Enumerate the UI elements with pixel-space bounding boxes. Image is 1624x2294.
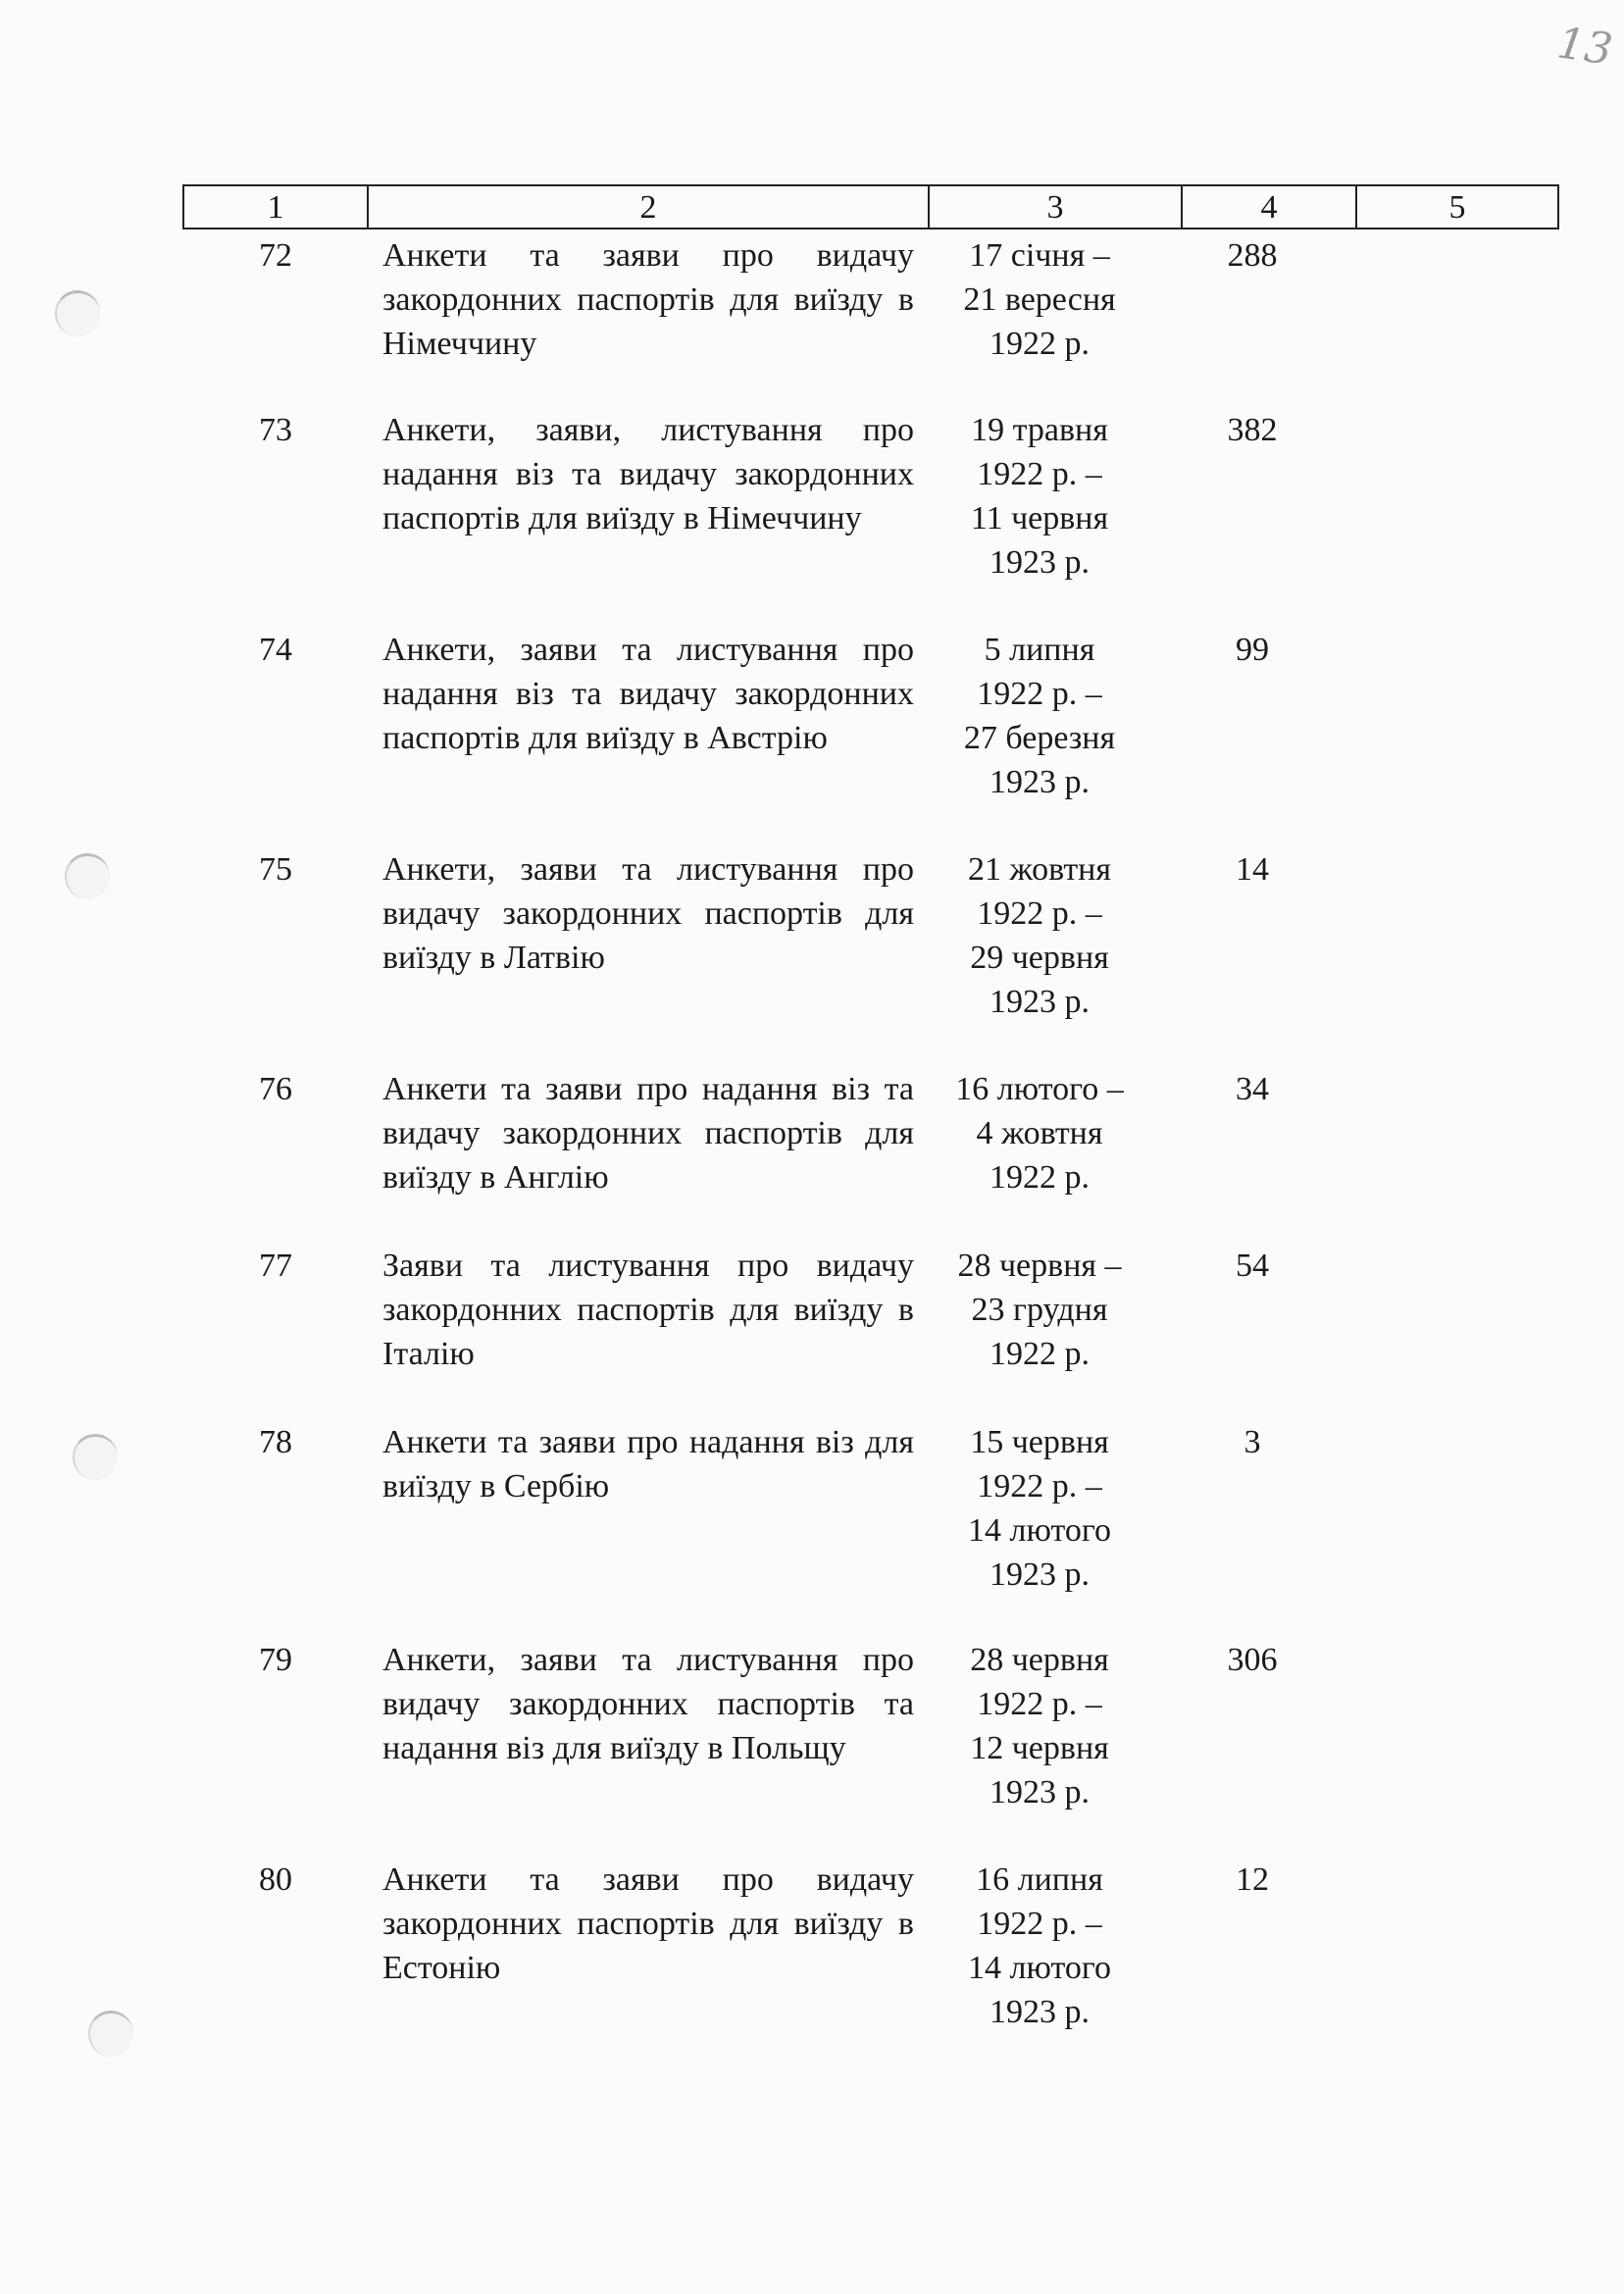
row-dates: 17 січня – 21 вересня 1922 р. <box>963 237 1116 362</box>
row-count: 99 <box>1236 632 1269 668</box>
table-row <box>182 1244 1559 1420</box>
row-count: 306 <box>1227 1642 1278 1678</box>
row-count: 3 <box>1243 1424 1261 1460</box>
row-title: Анкети та заяви про надання віз та видачу закордонних паспортів для виїзду в Англію <box>382 1071 914 1196</box>
page-number: 13 <box>1553 18 1616 76</box>
row-number: 75 <box>259 851 292 888</box>
table-row <box>182 233 1559 408</box>
punch-hole <box>55 290 100 336</box>
row-count: 14 <box>1236 851 1269 888</box>
table-row <box>182 1067 1559 1244</box>
table-row <box>182 1858 1559 2054</box>
punch-hole <box>65 853 110 899</box>
row-dates: 19 травня 1922 р. – 11 червня 1923 р. <box>970 412 1109 581</box>
header-col-2: 2 <box>369 186 930 228</box>
row-number: 72 <box>259 237 292 274</box>
row-dates: 21 жовтня 1922 р. – 29 червня 1923 р. <box>967 851 1112 1020</box>
row-number: 76 <box>259 1071 292 1107</box>
row-count: 288 <box>1227 237 1278 274</box>
row-count: 12 <box>1236 1861 1269 1898</box>
row-count: 382 <box>1227 412 1278 448</box>
row-dates: 15 червня 1922 р. – 14 лютого 1923 р. <box>968 1424 1111 1593</box>
header-col-5: 5 <box>1448 189 1466 226</box>
row-title: Анкети, заяви та листування про видачу закордонних паспортів для виїзду в Латвію <box>382 851 914 976</box>
table-row <box>182 1420 1559 1638</box>
row-title: Анкети та заяви про видачу закордонних паспортів для виїзду в Німеччину <box>382 237 914 362</box>
table-header <box>182 184 1559 229</box>
row-number: 78 <box>259 1424 292 1460</box>
row-number: 74 <box>259 632 292 668</box>
header-col-1: 1 <box>184 186 369 228</box>
row-dates: 5 липня 1922 р. – 27 березня 1923 р. <box>963 632 1116 800</box>
row-count: 34 <box>1236 1071 1269 1107</box>
row-number: 80 <box>259 1861 292 1898</box>
table-row <box>182 847 1559 1067</box>
punch-hole <box>73 1434 118 1480</box>
row-title: Анкети, заяви та листування про надання віз та видачу закордонних паспортів для виїзду в Австрію <box>382 632 914 756</box>
row-title: Анкети та заяви про надання віз для виїзду в Сербію <box>382 1424 914 1504</box>
row-number: 79 <box>259 1642 292 1678</box>
row-title: Заяви та листування про видачу закордонних паспортів для виїзду в Італію <box>382 1248 914 1372</box>
row-dates: 28 червня – 23 грудня 1922 р. <box>957 1248 1122 1372</box>
row-dates: 28 червня 1922 р. – 12 червня 1923 р. <box>970 1642 1109 1810</box>
row-dates: 16 липня 1922 р. – 14 лютого 1923 р. <box>968 1861 1111 2030</box>
row-count: 54 <box>1236 1248 1269 1284</box>
table-row <box>182 408 1559 628</box>
table-body <box>182 233 1559 2054</box>
table-row <box>182 628 1559 847</box>
punch-hole <box>88 2011 133 2057</box>
row-dates: 16 лютого – 4 жовтня 1922 р. <box>955 1071 1124 1196</box>
header-col-4: 4 <box>1183 186 1357 228</box>
row-title: Анкети, заяви та листування про видачу закордонних паспортів та надання віз для виїзду в Польщу <box>382 1642 914 1766</box>
header-col-3: 3 <box>930 186 1183 228</box>
row-title: Анкети та заяви про видачу закордонних паспортів для виїзду в Естонію <box>382 1861 914 1986</box>
row-number: 73 <box>259 412 292 448</box>
row-title: Анкети, заяви, листування про надання віз та видачу закордонних паспортів для виїзду в Німеччину <box>382 412 914 536</box>
table-row <box>182 1638 1559 1858</box>
row-number: 77 <box>259 1248 292 1284</box>
